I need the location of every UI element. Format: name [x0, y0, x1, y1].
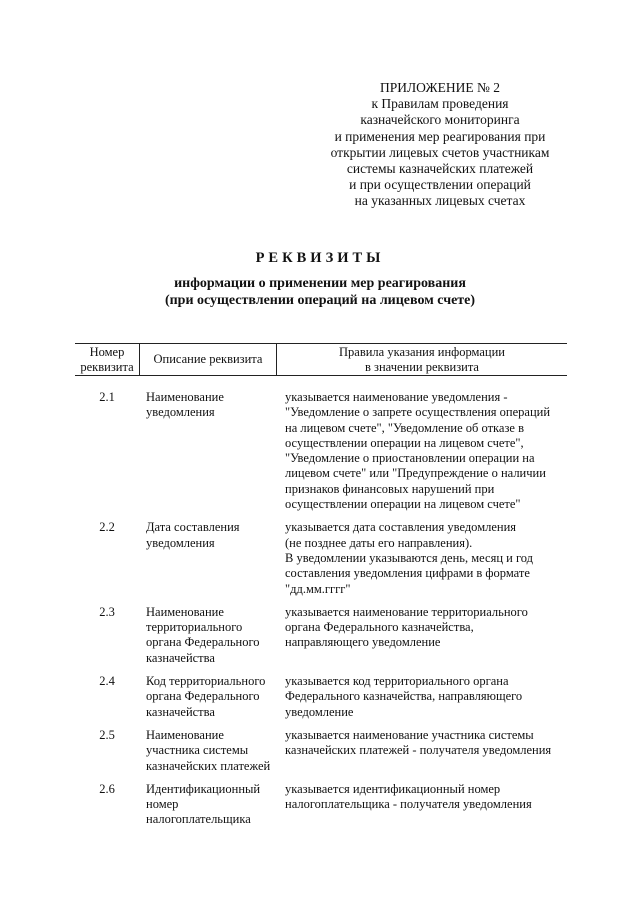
header-rules	[277, 344, 567, 375]
row-description-line: казначейских платежей	[146, 758, 271, 773]
row-description-line: органа Федерального	[146, 635, 260, 650]
row-rule-line: составления уведомления цифрами в формате	[285, 566, 530, 581]
appendix-line: на указанных лицевых счетах	[354, 193, 526, 209]
row-number: 2.2	[99, 520, 115, 535]
table-body	[75, 390, 567, 836]
subtitle-line: (при осуществлении операций на лицевом счете)	[164, 293, 476, 308]
row-rule	[285, 520, 575, 596]
table-row	[75, 605, 567, 666]
appendix-header	[300, 80, 580, 210]
header-rules-line: в значении реквизита	[365, 359, 479, 374]
row-rule-line: (не позднее даты его направления).	[285, 535, 473, 550]
row-description	[146, 674, 276, 720]
row-rule-line: "дд.мм.гггг"	[285, 581, 351, 596]
row-description-line: казначейства	[146, 650, 215, 665]
row-number: 2.4	[99, 674, 115, 689]
row-number: 2.6	[99, 781, 115, 796]
row-rule-line: В уведомлении указываются день, месяц и год	[285, 550, 534, 565]
row-number: 2.3	[99, 604, 115, 619]
header-rules-line: Правила указания информации	[339, 345, 505, 359]
row-rule	[285, 782, 575, 813]
document-subtitle	[0, 275, 640, 309]
table-row	[75, 728, 567, 774]
subtitle-line: информации о применении мер реагирования	[174, 276, 466, 291]
table-row	[75, 674, 567, 720]
row-rule-line: указывается идентификационный номер	[285, 781, 501, 796]
appendix-line: к Правилам проведения	[371, 96, 509, 112]
row-rule-line: указывается код территориального органа	[285, 674, 509, 689]
row-description-line: Наименование	[146, 727, 224, 742]
row-rule-line: Федерального казначейства, направляющего	[285, 689, 523, 704]
row-rule-line: лицевом счете" или "Предупреждение о наличии	[285, 466, 546, 481]
row-description-line: органа Федерального	[146, 689, 260, 704]
row-rule	[285, 605, 575, 651]
row-rule-line: "Уведомление о запрете осуществления операций	[285, 405, 551, 420]
row-rule-line: налогоплательщика - получателя уведомления	[285, 797, 532, 812]
header-number	[75, 344, 140, 375]
header-number-line: реквизита	[80, 359, 134, 374]
row-description-line: Код территориального	[146, 674, 266, 689]
row-rule-line: указывается дата составления уведомления	[285, 520, 517, 535]
row-number: 2.1	[99, 390, 115, 404]
row-description-line: уведомления	[146, 405, 215, 420]
appendix-line: и при осуществлении операций	[349, 177, 531, 193]
row-description	[146, 520, 276, 551]
row-description	[146, 782, 276, 828]
row-description-line: Наименование	[146, 604, 224, 619]
row-description	[146, 605, 276, 666]
row-rule-line: признаков финансовых нарушений при	[285, 481, 495, 496]
table-header	[75, 343, 567, 376]
row-description-line: территориального	[146, 620, 243, 635]
row-rule-line: указывается наименование территориального	[285, 604, 528, 619]
appendix-line: и применения мер реагирования при	[334, 128, 546, 144]
row-rule-line: указывается наименование участника системы	[285, 727, 534, 742]
row-description-line: казначейства	[146, 704, 215, 719]
row-description-line: номер	[146, 797, 179, 812]
header-number-line: Номер	[89, 345, 125, 359]
row-description-line: уведомления	[146, 535, 215, 550]
appendix-line: ПРИЛОЖЕНИЕ № 2	[379, 80, 501, 95]
row-description-line: участника системы	[146, 743, 249, 758]
appendix-line: системы казначейских платежей	[346, 161, 534, 177]
row-rule-line: казначейских платежей - получателя уведомления	[285, 743, 552, 758]
row-rule-line: "Уведомление о приостановлении операции на	[285, 451, 535, 466]
row-description-line: налогоплательщика	[146, 812, 251, 827]
row-description	[146, 728, 276, 774]
document-title: РЕКВИЗИТЫ	[255, 250, 385, 266]
table-row	[75, 782, 567, 828]
header-description: Описание реквизита	[140, 344, 277, 375]
row-number: 2.5	[99, 727, 115, 742]
table-row	[75, 390, 567, 512]
row-description-line: Дата составления	[146, 520, 240, 535]
row-rule	[285, 674, 575, 720]
row-description-line: Наименование	[146, 390, 224, 404]
row-rule-line: осуществлении операции на лицевом счете"	[285, 497, 521, 512]
appendix-line: казначейского мониторинга	[360, 112, 520, 128]
row-description	[146, 390, 276, 421]
row-rule-line: органа Федерального казначейства,	[285, 620, 474, 635]
appendix-line: открытии лицевых счетов участникам	[330, 144, 550, 160]
row-rule	[285, 390, 575, 512]
row-rule-line: направляющего уведомление	[285, 635, 441, 650]
row-description-line: Идентификационный	[146, 781, 261, 796]
row-rule	[285, 728, 575, 759]
row-rule-line: осуществлении операции на лицевом счете",	[285, 435, 524, 450]
table-row	[75, 520, 567, 596]
row-rule-line: уведомление	[285, 704, 354, 719]
row-rule-line: на лицевом счете", "Уведомление об отказе в	[285, 420, 524, 435]
row-rule-line: указывается наименование уведомления -	[285, 390, 508, 404]
